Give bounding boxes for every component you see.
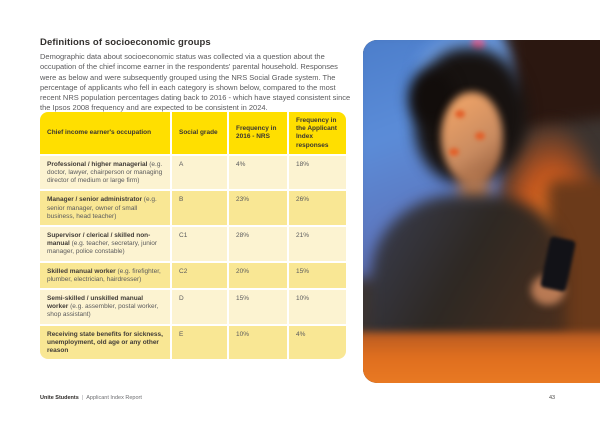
header-social-grade: Social grade [172, 112, 227, 154]
text-column [40, 37, 352, 114]
freq-applicant-cell: 10% [289, 290, 346, 324]
freq-applicant-cell: 15% [289, 263, 346, 288]
photo-light-spot [455, 110, 465, 118]
freq-applicant-cell: 21% [289, 227, 346, 261]
table-row-grade-a [40, 156, 346, 190]
occupation-cell: Professional / higher managerial (e.g. doctor, lawyer, chairperson or managing director of medium or large firm) [40, 156, 170, 190]
freq-nrs-cell: 23% [229, 191, 287, 225]
freq-nrs-cell: 28% [229, 227, 287, 261]
grade-cell: D [172, 290, 227, 324]
grade-cell: C1 [172, 227, 227, 261]
photo-light-spot [475, 132, 485, 140]
grade-cell: A [172, 156, 227, 190]
occupation-cell: Supervisor / clerical / skilled non-manual (e.g. teacher, secretary, junior manager, police constable) [40, 227, 170, 261]
footer-brand: Unite Students [40, 395, 79, 401]
occupation-cell: Semi-skilled / unskilled manual worker (e.g. assembler, postal worker, shop assistant) [40, 290, 170, 324]
student-photo [363, 40, 600, 383]
intro-paragraph: Demographic data about socioeconomic status was collected via a question about the occupation of the chief income earner in the respondents' parental household. Responses were as below and were subsequently grouped using the NRS Social Grade system. The percentage of applicants who fell in each category is shown below, compared to the most recent NRS population percentages dating back to 2016 - which have stayed consistent since the Ipsos 2008 frequency and are expected to be consistent in 2024. [40, 52, 351, 113]
occupation-cell: Manager / senior administrator (e.g. senior manager, owner of small business, head teacher) [40, 191, 170, 225]
footer [40, 395, 142, 401]
freq-applicant-cell: 26% [289, 191, 346, 225]
photo-orange-table [363, 332, 600, 383]
grade-cell: E [172, 326, 227, 360]
table-header-row [40, 112, 346, 154]
photo-light-spot [449, 148, 459, 156]
freq-nrs-cell: 4% [229, 156, 287, 190]
photo-face [441, 92, 503, 184]
occupation-cell: Skilled manual worker (e.g. firefighter, plumber, electrician, hairdresser) [40, 263, 170, 288]
table-row-grade-c2 [40, 263, 346, 288]
header-frequency-nrs: Frequency in 2016 - NRS [229, 112, 287, 154]
grade-cell: B [172, 191, 227, 225]
footer-report-name: Applicant Index Report [86, 395, 142, 401]
freq-applicant-cell: 18% [289, 156, 346, 190]
grade-cell: C2 [172, 263, 227, 288]
header-occupation: Chief income earner's occupation [40, 112, 170, 154]
table-row-grade-c1 [40, 227, 346, 261]
page-number: 43 [549, 395, 556, 401]
social-grade-table [40, 112, 346, 359]
footer-separator: | [81, 395, 84, 401]
freq-applicant-cell: 4% [289, 326, 346, 360]
header-frequency-applicant: Frequency in the Applicant Index responses [289, 112, 346, 154]
occupation-cell: Receiving state benefits for sickness, unemployment, old age or any other reason [40, 326, 170, 360]
page-title: Definitions of socioeconomic groups [40, 37, 211, 48]
table-row-grade-d [40, 290, 346, 324]
freq-nrs-cell: 20% [229, 263, 287, 288]
freq-nrs-cell: 15% [229, 290, 287, 324]
table-row-grade-e [40, 326, 346, 360]
freq-nrs-cell: 10% [229, 326, 287, 360]
table-row-grade-b [40, 191, 346, 225]
